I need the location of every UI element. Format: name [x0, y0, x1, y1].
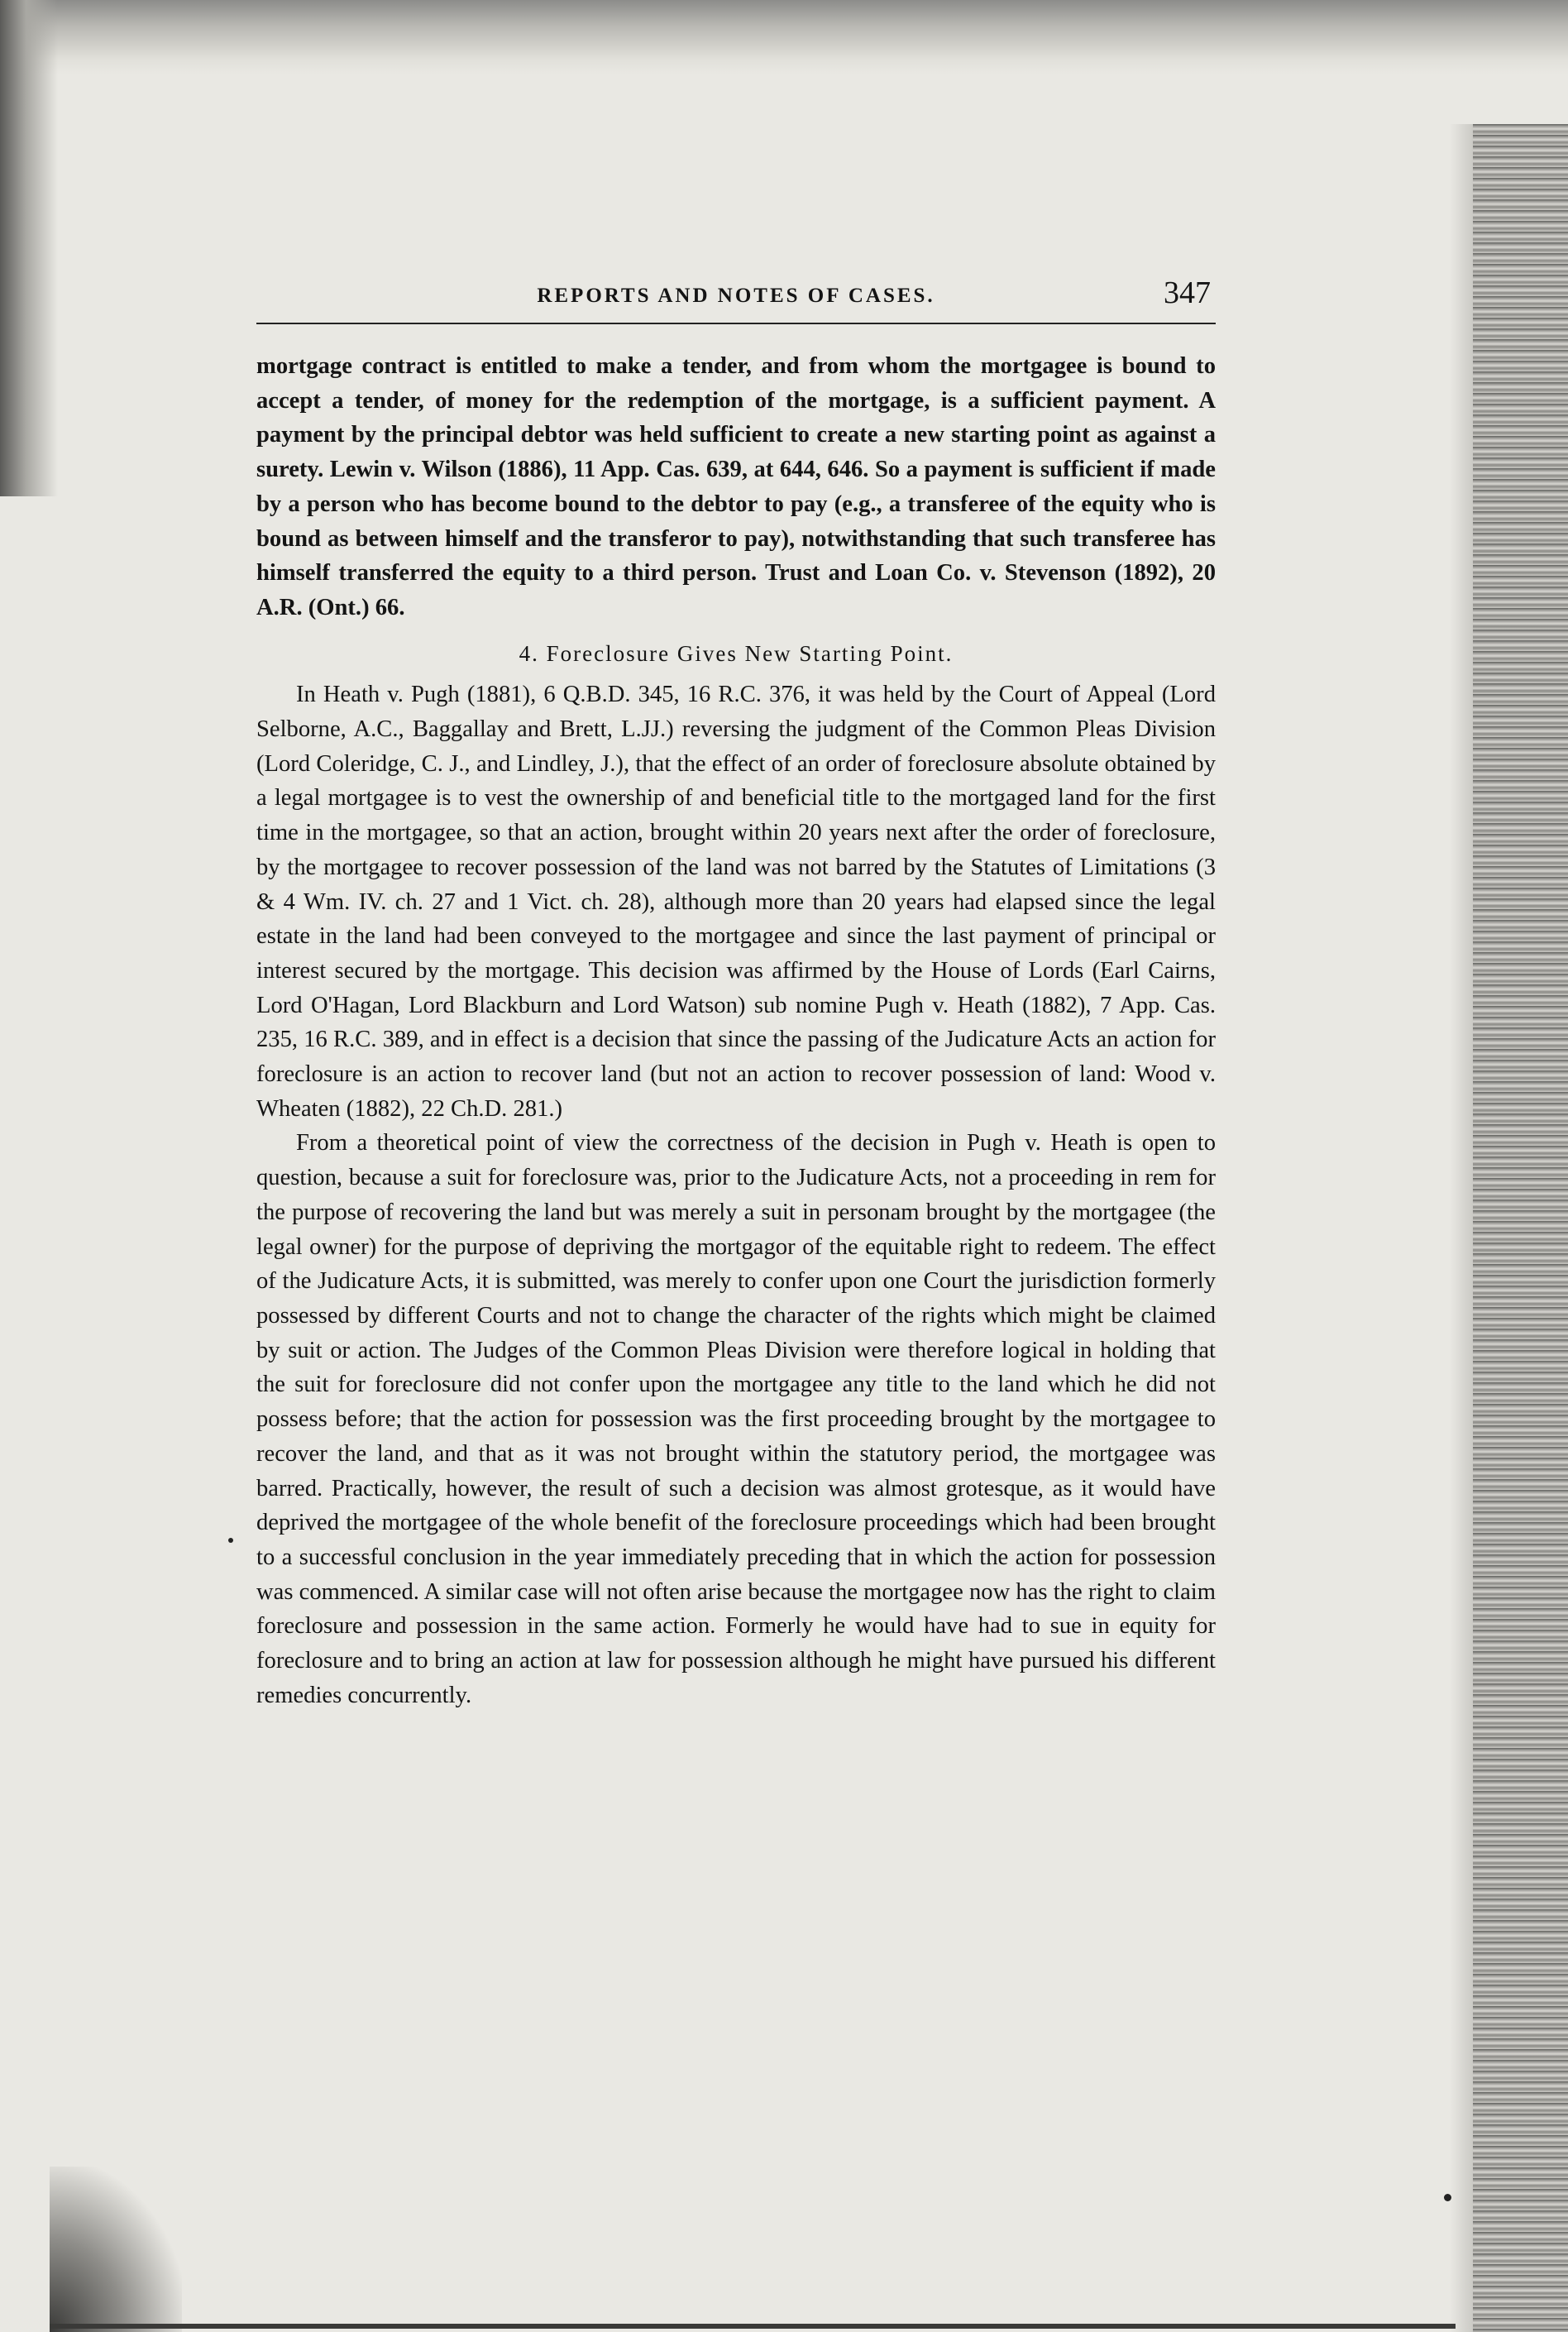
section-heading: 4. Foreclosure Gives New Starting Point.: [519, 640, 954, 666]
scan-top-shadow: [0, 0, 1568, 74]
paragraph-continued: mortgage contract is entitled to make a tender, and from whom the mortgagee is bound to accept a tender, of money for the redemption of the mortgage, is a sufficient payment. A payment by the principal debtor was held sufficient to create a new starting point as against a surety. Lewin v. Wilson (1886), 11 App. Cas. 639, at 644, 646. So a payment is sufficient if made by a person who has become bound to the debtor to pay (e.g., a transferee of the equity who is bound as between himself and the transferor to pay), notwithstanding that such transferee has himself transferred the equity to a third person. Trust and Loan Co. v. Stevenson (1892), 20 A.R. (Ont.) 66.: [256, 353, 1216, 620]
scan-bottom-edge: [50, 2324, 1456, 2329]
page-number: 347: [1164, 275, 1211, 310]
running-head: [256, 273, 1216, 324]
scan-bottom-corner: [50, 2167, 182, 2332]
running-title: REPORTS AND NOTES OF CASES.: [537, 285, 935, 307]
margin-mark: [228, 1538, 233, 1543]
scan-right-fade: [1450, 124, 1473, 2332]
margin-mark: [1444, 2194, 1451, 2201]
paragraph-commentary: From a theoretical point of view the correctness of the decision in Pugh v. Heath is open to question, because a suit for foreclosure was, prior to the Judicature Acts, not a proceeding in rem for the purpose of recovering the land but was merely a suit in personam brought by the mortgagee (the legal owner) for the purpose of depriving the mortgagor of the equitable right to redeem. The effect of the Judicature Acts, it is submitted, was merely to confer upon one Court the jurisdiction formerly possessed by different Courts and not to change the character of the rights which might be claimed by suit or action. The Judges of the Common Pleas Division were therefore logical in holding that the suit for foreclosure did not confer upon the mortgagee any title to the land which he did not possess before; that the action for possession was the first proceeding brought by the mortgagee to recover the land, and that as it was not brought within the statutory period, the mortgagee was barred. Practically, however, the result of such a decision was almost grotesque, as it would have deprived the mortgagee of the whole benefit of the foreclosure proceedings which had been brought to a successful conclusion in the year immediately preceding that in which the action for possession was commenced. A similar case will not often arise because the mortgagee now has the right to claim foreclosure and possession in the same action. Formerly he would have had to sue in equity for foreclosure and to bring an action at law for possession although he might have pursued his different remedies concurrently.: [256, 1130, 1216, 1708]
page-body: [256, 349, 1216, 1712]
scan-right-binding: [1473, 124, 1568, 2332]
book-page: [256, 273, 1216, 1712]
scan-left-shadow: [0, 0, 58, 496]
paragraph-heath-v-pugh: In Heath v. Pugh (1881), 6 Q.B.D. 345, 16 R.C. 376, it was held by the Court of Appeal (Lord Selborne, A.C., Baggallay and Brett, L.JJ.) reversing the judgment of the Common Pleas Division (Lord Coleridge, C. J., and Lindley, J.), that the effect of an order of foreclosure absolute obtained by a legal mortgagee is to vest the ownership of and beneficial title to the mortgaged land for the first time in the mortgagee, so that an action, brought within 20 years next after the order of foreclosure, by the mortgagee to recover possession of the land was not barred by the Statutes of Limitations (3 & 4 Wm. IV. ch. 27 and 1 Vict. ch. 28), although more than 20 years had elapsed since the legal estate in the land had been conveyed to the mortgagee and since the last payment of principal or interest secured by the mortgage. This decision was affirmed by the House of Lords (Earl Cairns, Lord O'Hagan, Lord Blackburn and Lord Watson) sub nomine Pugh v. Heath (1882), 7 App. Cas. 235, 16 R.C. 389, and in effect is a decision that since the passing of the Judicature Acts an action for foreclosure is an action to recover land (but not an action to recover possession of land: Wood v. Wheaten (1882), 22 Ch.D. 281.): [256, 682, 1216, 1122]
